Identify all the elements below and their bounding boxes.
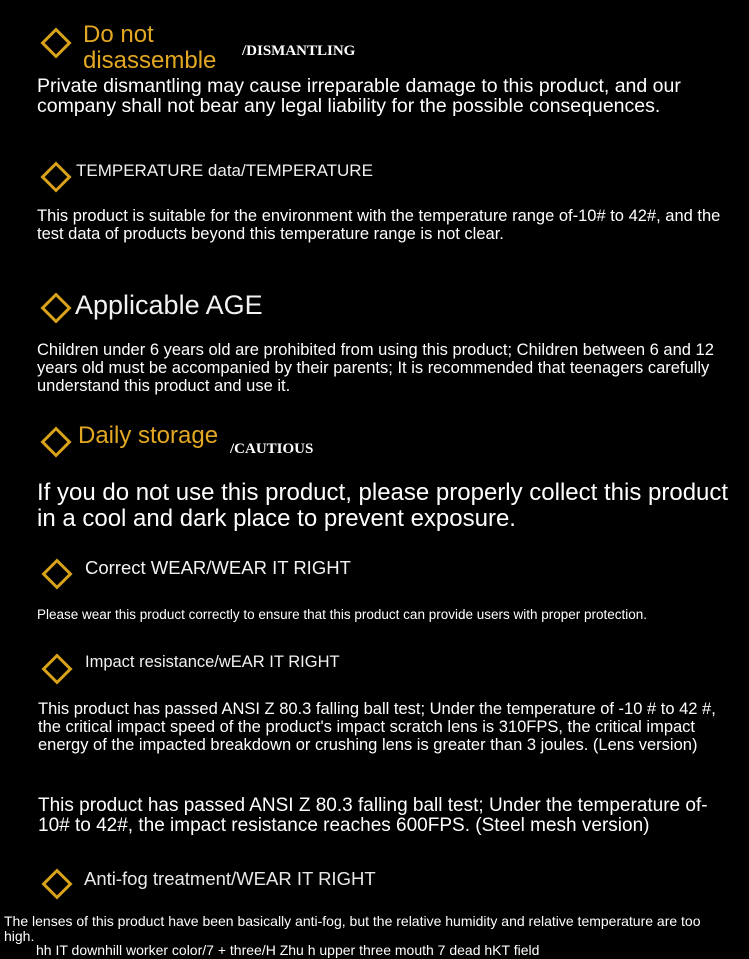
section-title-temperature: TEMPERATURE data/TEMPERATURE: [76, 161, 373, 180]
diamond-icon: [41, 558, 72, 589]
section-body-temperature: This product is suitable for the environment with the temperature range of-10# to 42#, and the test data of products beyond this temperature range is not clear.: [37, 207, 721, 243]
diamond-icon: [40, 292, 71, 323]
section-body-age: Children under 6 years old are prohibited from using this product; Children between 6 and 12 years old must be accompanied by their parents; It is recommended that teenagers carefully understand this product and use it.: [37, 341, 714, 395]
diamond-icon: [40, 27, 71, 58]
section-body-wear: Please wear this product correctly to ensure that this product can provide users with proper protection.: [37, 607, 648, 622]
section-title-storage: Daily storage: [78, 422, 219, 449]
section-body-dismantling: Private dismantling may cause irreparable damage to this product, and our company shall not bear any legal liability for the possible consequences.: [37, 75, 681, 117]
section-title-age: Applicable AGE: [75, 290, 263, 320]
section-body-impact-steel: This product has passed ANSI Z 80.3 falling ball test; Under the temperature of-10# to 42#, the impact resistance reaches 600FPS. (Steel mesh version): [38, 795, 708, 836]
section-title-antifog: Anti-fog treatment/WEAR IT RIGHT: [84, 868, 376, 889]
diamond-icon: [40, 161, 71, 192]
section-body-antifog: The lenses of this product have been basically anti-fog, but the relative humidity and relative temperature are too high.: [4, 913, 701, 944]
diamond-icon: [40, 426, 71, 457]
section-title-wear: Correct WEAR/WEAR IT RIGHT: [85, 557, 351, 578]
diamond-icon: [41, 653, 72, 684]
section-subtitle-dismantling: /DISMANTLING: [242, 43, 356, 59]
section-title-impact: Impact resistance/wEAR IT RIGHT: [85, 653, 340, 671]
diamond-icon: [41, 868, 72, 899]
section-body-impact-lens: This product has passed ANSI Z 80.3 falling ball test; Under the temperature of -10 # to 42 #, the critical impact speed of the product's impact scratch lens is 310FPS, the critical impact energy of the impacted breakdown or crushing lens is greater than 3 joules. (Lens version): [38, 700, 716, 754]
section-body-storage: If you do not use this product, please properly collect this product in a cool and dark place to prevent exposure.: [37, 479, 729, 532]
section-title-dismantling: Do not disassemble: [83, 21, 217, 74]
section-subtitle-storage: /CAUTIOUS: [230, 441, 314, 457]
footer-text: hh IT downhill worker color/7 + three/H Zhu h upper three mouth 7 dead hKT field: [36, 942, 540, 958]
